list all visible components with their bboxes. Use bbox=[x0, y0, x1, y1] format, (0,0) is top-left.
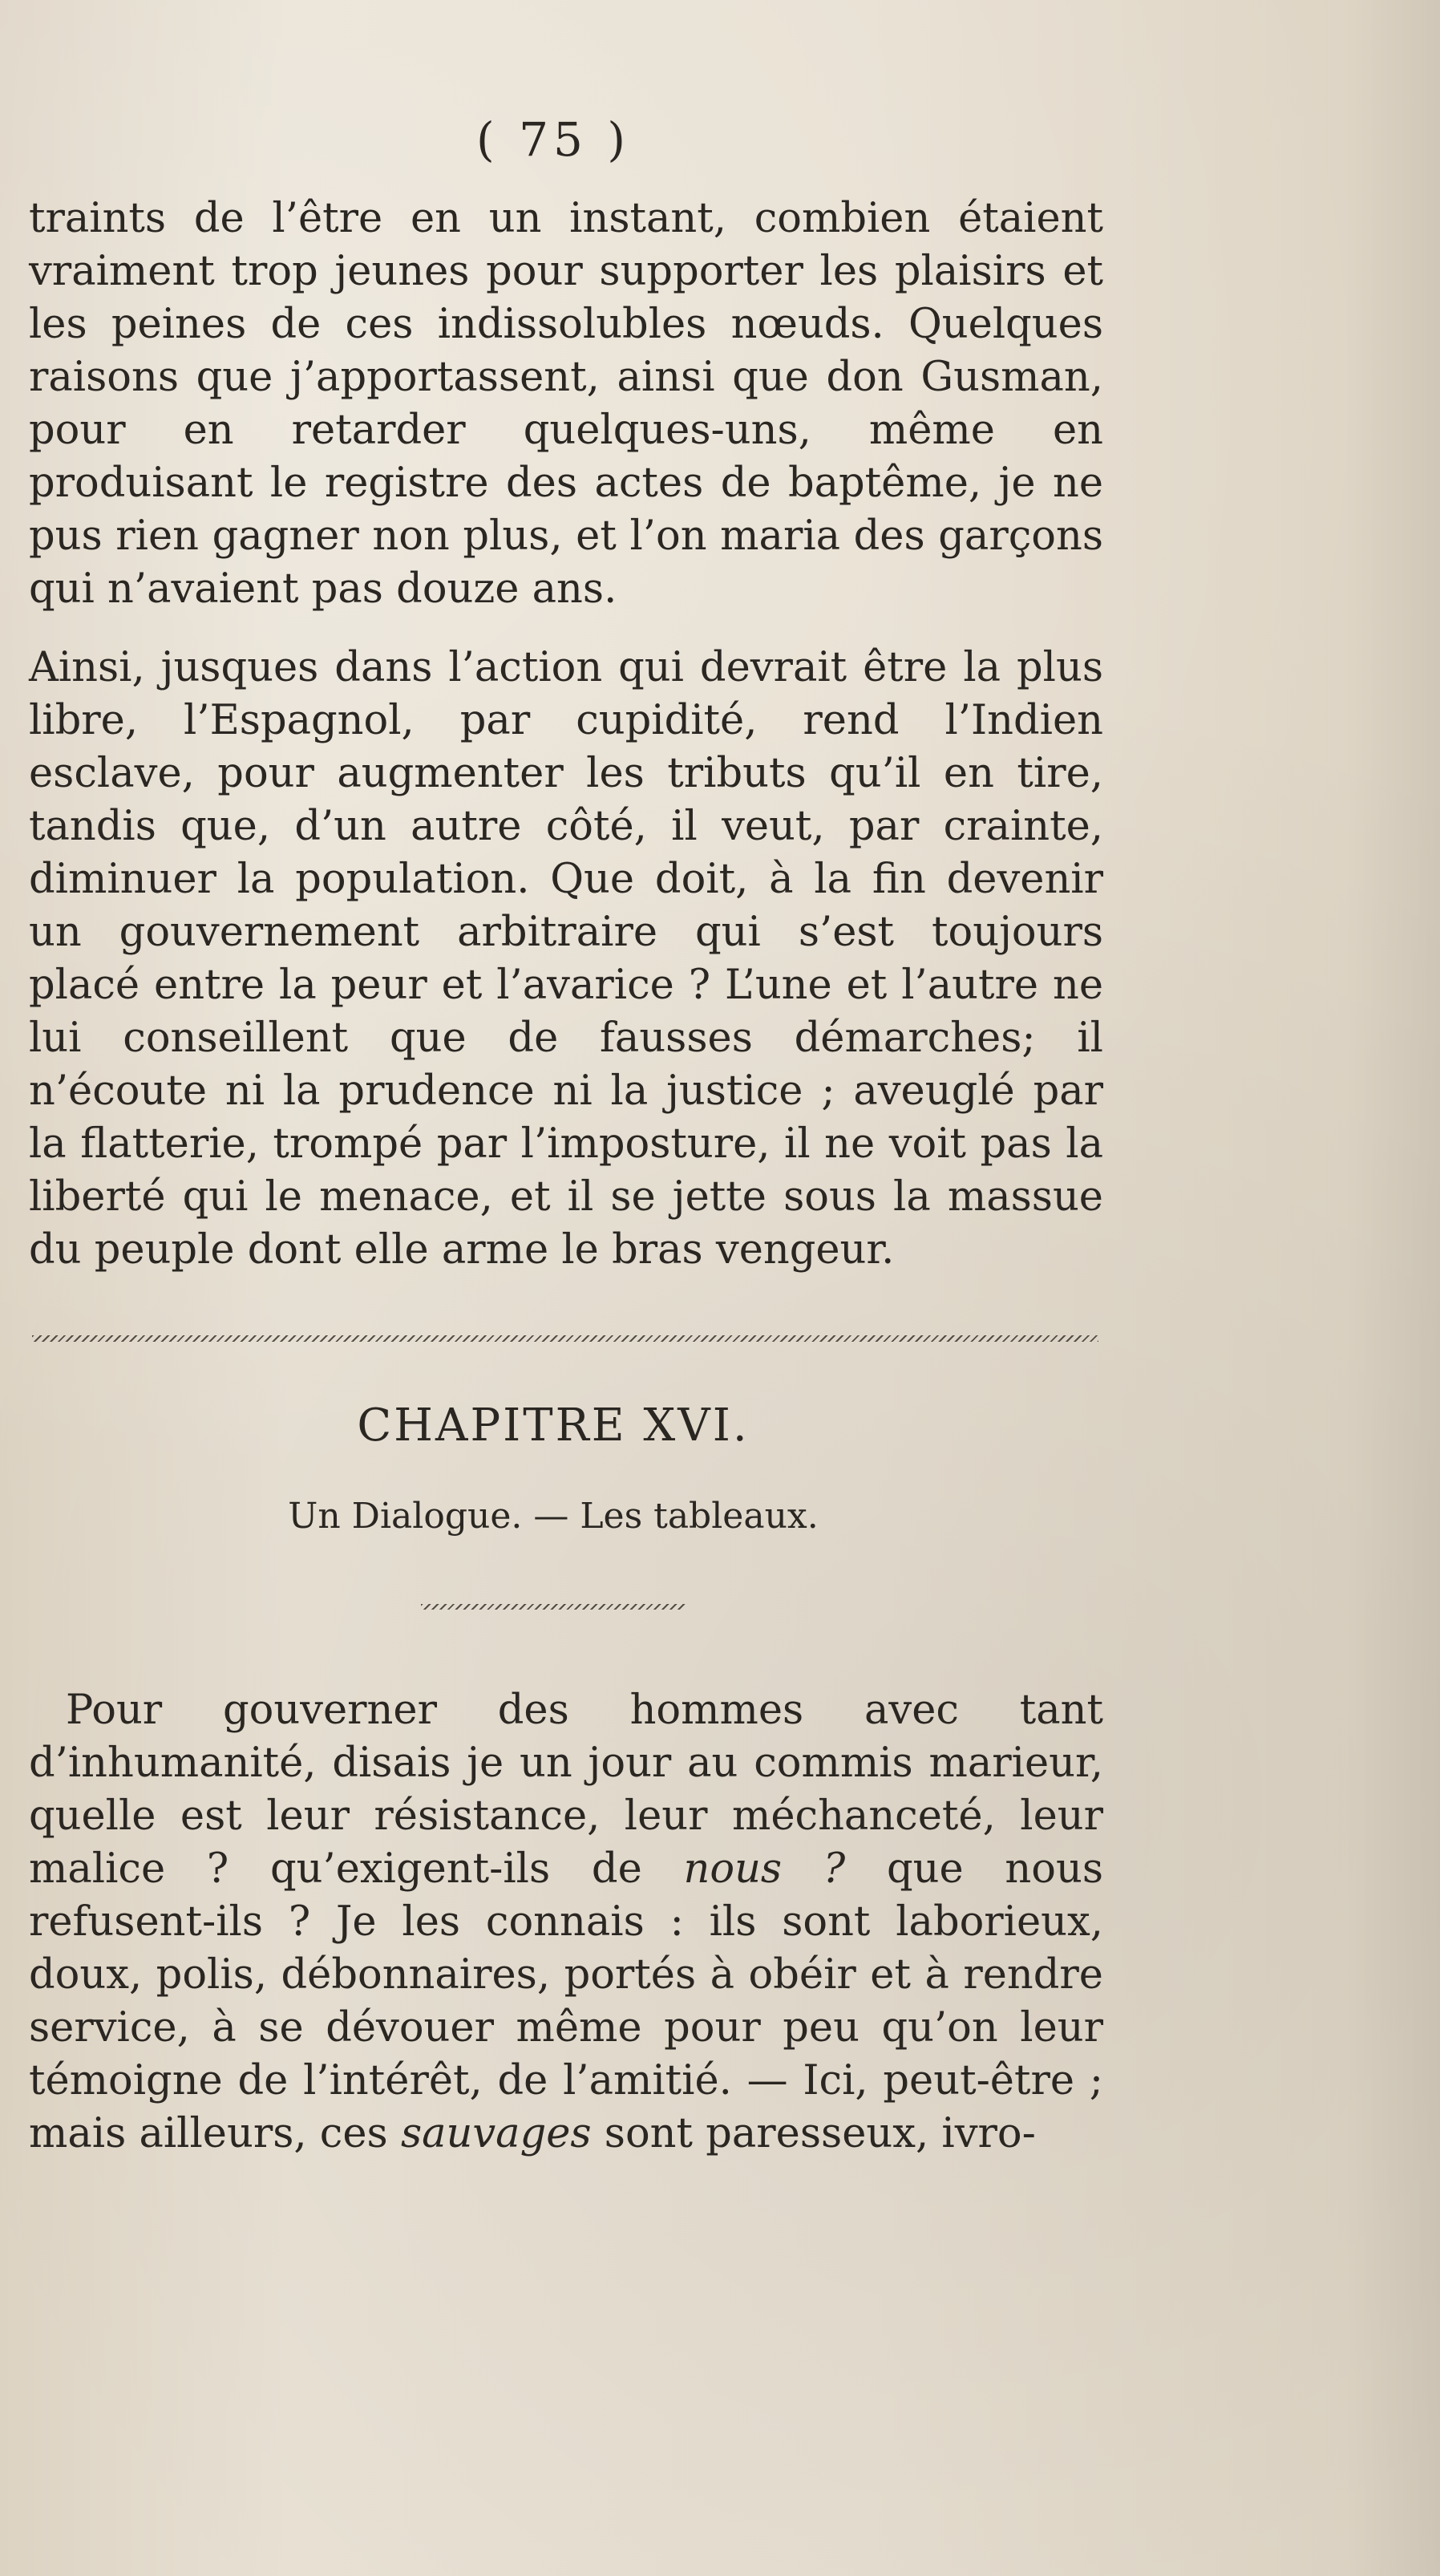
paragraph-ainsi bbox=[29, 642, 1103, 1277]
paragraph-3-text bbox=[29, 1684, 1103, 2161]
ornamental-rule-long bbox=[32, 1335, 1098, 1342]
paragraph-continuation bbox=[29, 192, 1103, 616]
paragraph-3-part-b: que nous refusent-ils ? Je les connais : ils sont laborieux, doux, polis, débonnaires, portés à obéir et à rendre service, à se dévouer même pour peu qu’on leur témoigne de l’intérêt, de l’amitié. — Ici, peut-être ; mais ailleurs, ces bbox=[29, 1845, 1103, 2157]
chapter-title: CHAPITRE XVI. bbox=[357, 1399, 750, 1452]
paragraph-3-italic-sauvages: sauvages bbox=[400, 2110, 592, 2157]
ornamental-rule-short bbox=[421, 1604, 686, 1610]
paragraph-2-text: Ainsi, jusques dans l’action qui devrait être la plus libre, l’Espagnol, par cupidité, rend l’Indien esclave, pour augmenter les tributs qu’il en tire, tandis que, d’un autre côté, il veut, par crainte, diminuer la population. Que doit, à la fin devenir un gouvernement arbitraire qui s’est toujours placé entre la peur et l’avarice ? L’une et l’autre ne lui conseillent que de fausses démarches; il n’écoute ni la prudence ni la justice ; aveuglé par la flatterie, trompé par l’imposture, il ne voit pas la liberté qui le menace, et il se jette sous la massue du peuple dont elle arme le bras vengeur. bbox=[29, 644, 1103, 1274]
paragraph-pour-gouverner bbox=[29, 1684, 1103, 2161]
page-edge-shadow bbox=[1344, 0, 1440, 2576]
paragraph-3-italic-nous: nous ? bbox=[683, 1845, 846, 1893]
paragraph-1-text: traints de l’être en un instant, combien étaient vraiment trop jeunes pour supporter les plaisirs et les peines de ces indissolubles nœuds. Quelques raisons que j’apportassent, ainsi que don Gusman, pour en retarder quelques-uns, même en produisant le registre des actes de baptême, je ne pus rien gagner non plus, et l’on maria des garçons qui n’avaient pas douze ans. bbox=[29, 195, 1103, 613]
paragraph-3-part-a: Pour gouverner des hommes avec tant d’inhumanité, disais je un jour au commis marieur, quelle est leur résistance, leur méchanceté, leur malice ? qu’exigent-ils de bbox=[29, 1687, 1103, 1893]
chapter-subtitle: Un Dialogue. — Les tableaux. bbox=[288, 1496, 819, 1537]
paragraph-3-part-c: sont paresseux, ivro- bbox=[591, 2110, 1036, 2157]
page-number: ( 75 ) bbox=[476, 112, 630, 167]
